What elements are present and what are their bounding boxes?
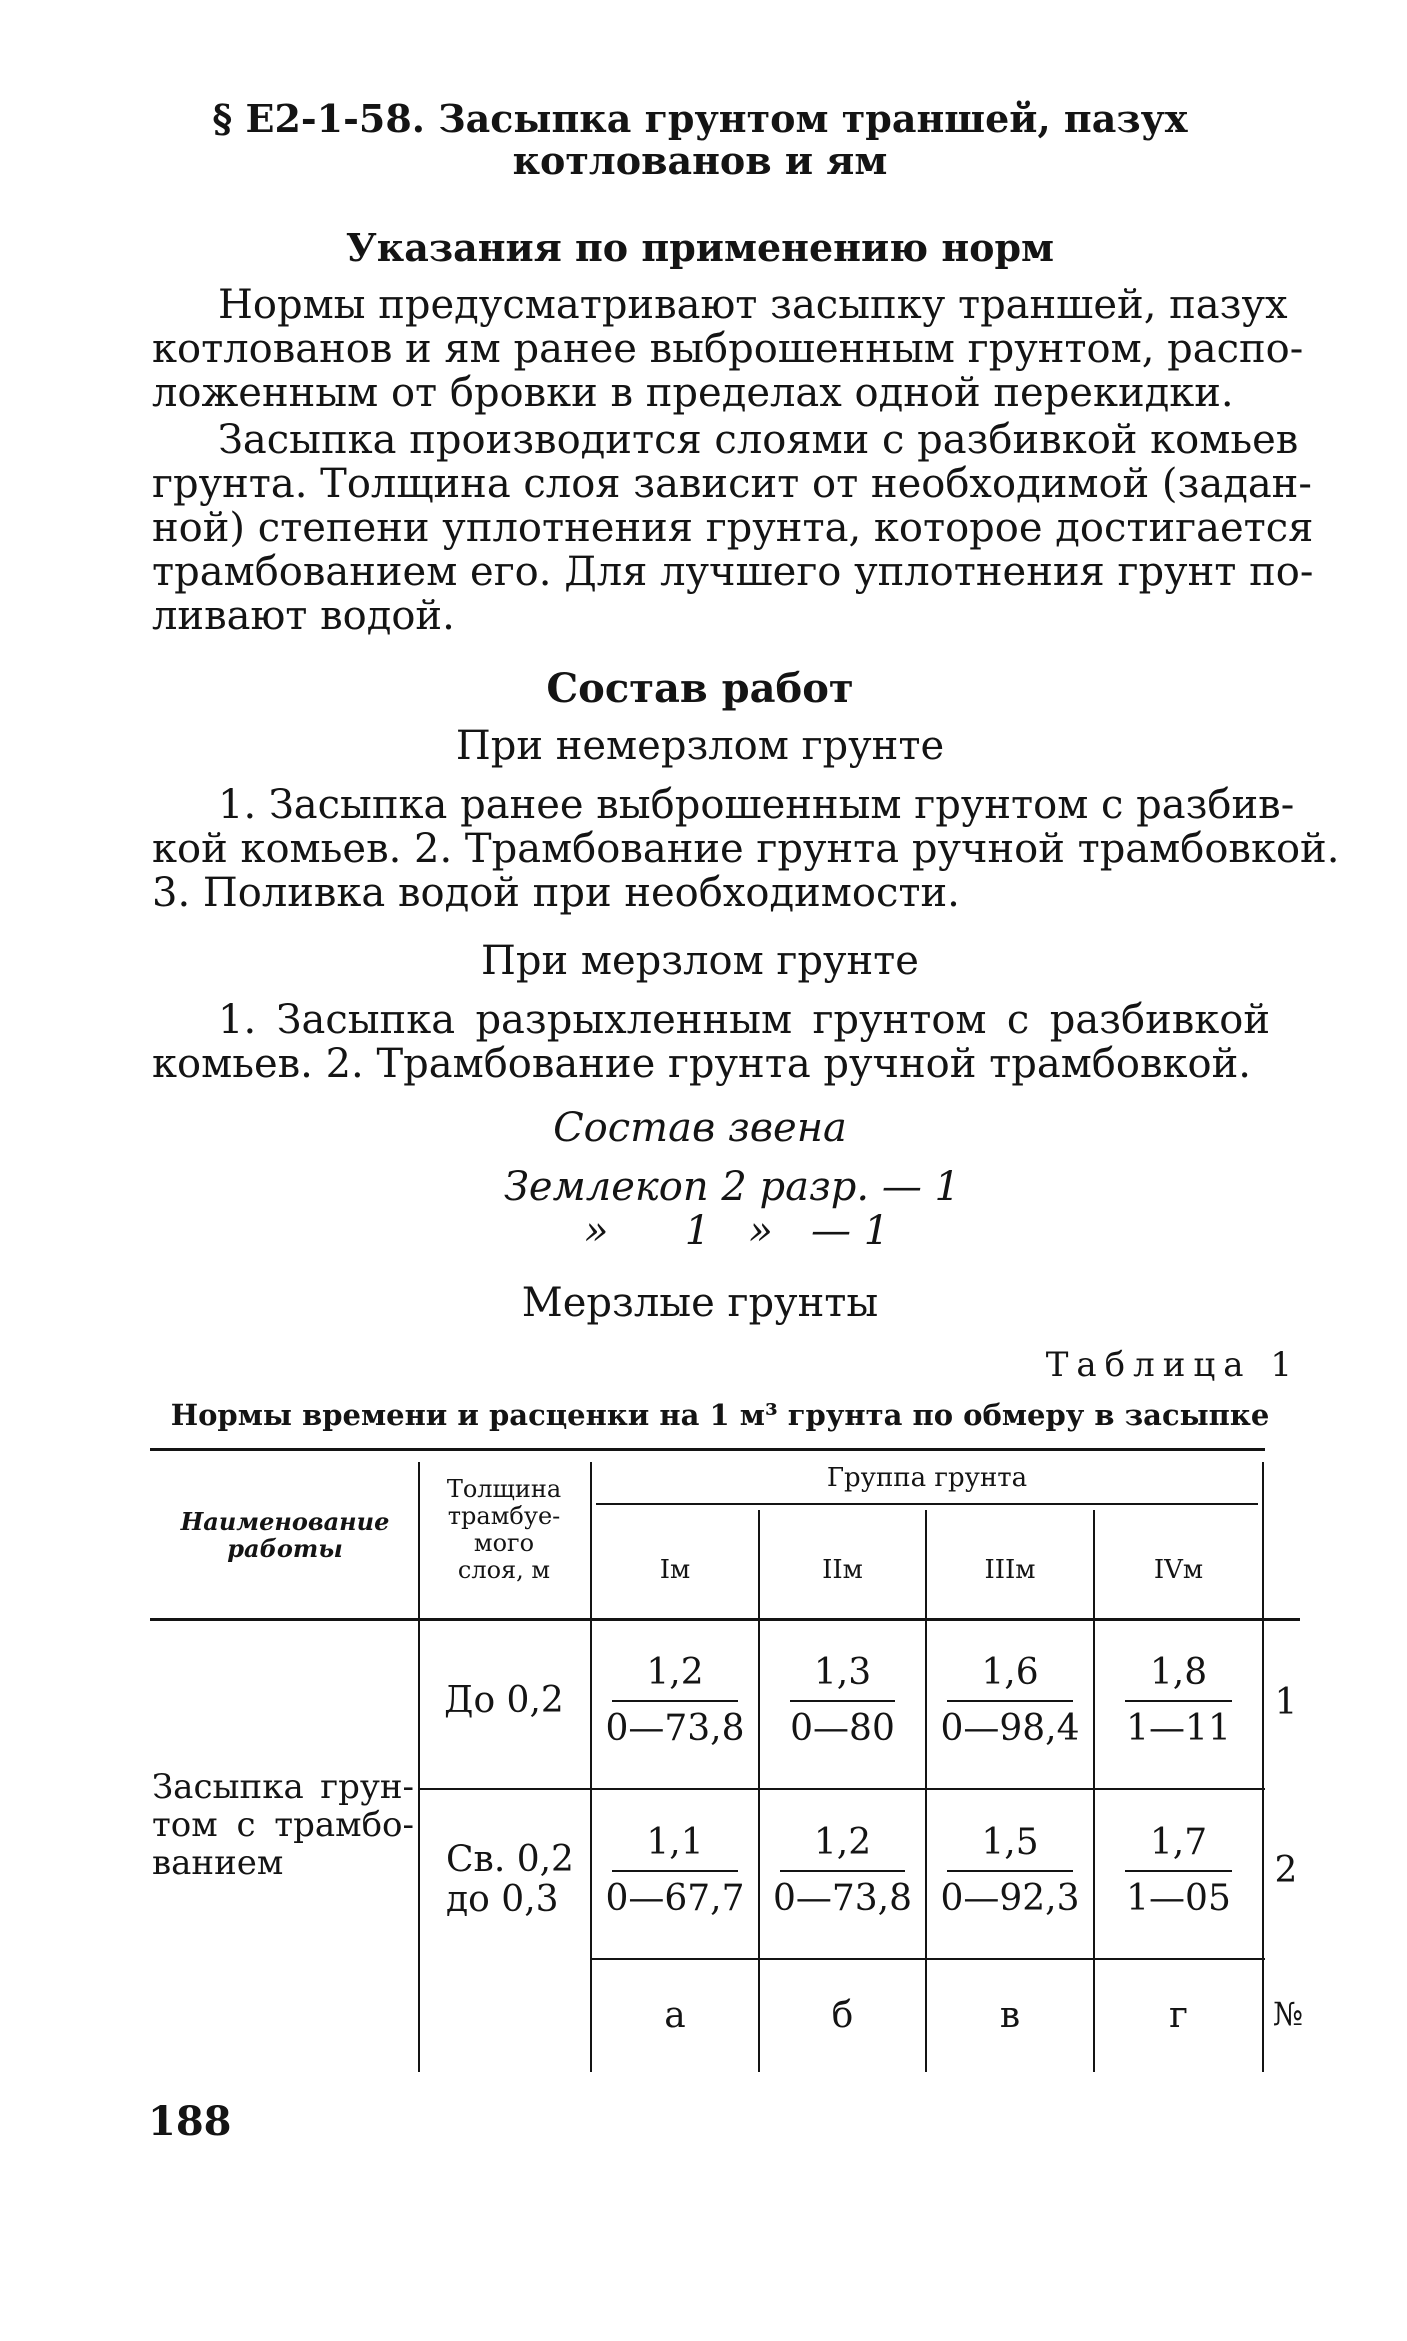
text-line: Нормы предусматривают засыпку траншей, пазух bbox=[218, 282, 1288, 328]
fraction-bar bbox=[1125, 1700, 1232, 1702]
norm-value: 1,1 bbox=[646, 1822, 704, 1863]
norm-value: 1,7 bbox=[1149, 1822, 1208, 1863]
col-divider bbox=[418, 1462, 420, 2072]
text-line: комьев. 2. Трамбование грунта ручной трамбовкой. bbox=[152, 1041, 1251, 1087]
thickness-cell: До 0,2 bbox=[444, 1680, 564, 1721]
price-value: 1—05 bbox=[1126, 1878, 1231, 1919]
text-line: 1. Засыпка разрыхленным грунтом с разбивкой bbox=[218, 997, 1270, 1043]
header-thickness bbox=[424, 1476, 584, 1584]
crew-line-1: Землекоп 2 разр. — 1 bbox=[504, 1164, 960, 1210]
column-letter: а bbox=[664, 1995, 686, 2036]
column-letter: б bbox=[831, 1995, 854, 2036]
text-line: ложенным от бровки в пределах одной перекидки. bbox=[152, 370, 1234, 416]
crew-line-2: » 1 » — 1 bbox=[584, 1208, 890, 1254]
row-divider bbox=[420, 1788, 1265, 1790]
column-letter: в bbox=[999, 1995, 1021, 2036]
column-letter: г bbox=[1169, 1995, 1188, 2036]
header-bottom-rule bbox=[150, 1618, 1300, 1621]
norm-value: 1,2 bbox=[813, 1822, 872, 1863]
table-caption: Нормы времени и расценки на 1 м³ грунта по обмеру в засыпке bbox=[170, 1398, 1270, 1432]
fraction-bar bbox=[612, 1870, 738, 1872]
text-line: 3. Поливка водой при необходимости. bbox=[152, 870, 960, 916]
text-line: Св. 0,2 bbox=[446, 1839, 574, 1880]
fraction-bar bbox=[947, 1700, 1073, 1702]
fraction-bar bbox=[612, 1700, 738, 1702]
row-number: 1 bbox=[1274, 1682, 1298, 1723]
price-value: 0—98,4 bbox=[940, 1708, 1080, 1749]
frozen-heading: При мерзлом грунте bbox=[481, 938, 919, 984]
text-line: ванием bbox=[152, 1843, 284, 1883]
col-divider bbox=[758, 1510, 760, 2072]
col-divider bbox=[590, 1462, 592, 2072]
text-line: кой комьев. 2. Трамбование грунта ручной трамбовкой. bbox=[152, 826, 1340, 872]
frozen-soils-heading: Мерзлые грунты bbox=[521, 1280, 879, 1326]
header-text: Толщина bbox=[446, 1475, 562, 1503]
page-number: 188 bbox=[148, 2098, 232, 2145]
col-divider bbox=[925, 1510, 927, 2072]
fraction-bar bbox=[947, 1870, 1073, 1872]
text-line: котлованов и ям ранее выброшенным грунтом, распо- bbox=[152, 326, 1304, 372]
norm-value: 1,8 bbox=[1149, 1652, 1208, 1693]
col-divider bbox=[1262, 1462, 1264, 2072]
crew-heading: Состав звена bbox=[553, 1105, 847, 1151]
fraction-bar bbox=[790, 1700, 895, 1702]
text-line: Засыпка производится слоями с разбивкой комьев bbox=[218, 417, 1299, 463]
fraction-bar bbox=[780, 1870, 905, 1872]
price-value: 0—73,8 bbox=[772, 1878, 913, 1919]
price-value: 0—67,7 bbox=[605, 1878, 745, 1919]
number-sign: № bbox=[1272, 1995, 1304, 2033]
letters-divider bbox=[590, 1958, 1265, 1960]
header-text: Наименование bbox=[180, 1507, 390, 1536]
text-line: 1. Засыпка ранее выброшенным грунтом с разбив- bbox=[218, 782, 1295, 828]
norm-value: 1,2 bbox=[646, 1652, 704, 1693]
table-top-rule bbox=[150, 1448, 1265, 1451]
usage-heading: Указания по применению норм bbox=[345, 225, 1055, 270]
norm-value: 1,3 bbox=[813, 1652, 872, 1693]
header-text: работы bbox=[227, 1534, 343, 1563]
unfrozen-heading: При немерзлом грунте bbox=[455, 723, 945, 769]
text-line: трамбованием его. Для лучшего уплотнения грунт по- bbox=[152, 549, 1314, 595]
header-group-3: IIIм bbox=[984, 1555, 1036, 1585]
header-work-name bbox=[160, 1508, 410, 1562]
text-line: ливают водой. bbox=[152, 593, 455, 639]
col-divider bbox=[1093, 1510, 1095, 2072]
row-number: 2 bbox=[1274, 1850, 1298, 1891]
work-heading: Состав работ bbox=[546, 665, 854, 712]
header-group-1: Iм bbox=[659, 1555, 691, 1585]
header-text: слоя, м bbox=[457, 1556, 551, 1584]
norm-value: 1,6 bbox=[981, 1652, 1039, 1693]
price-value: 1—11 bbox=[1126, 1708, 1231, 1749]
header-group-4: IVм bbox=[1153, 1555, 1204, 1585]
fraction-bar bbox=[1125, 1870, 1232, 1872]
header-group-2: IIм bbox=[822, 1555, 863, 1585]
thickness-cell bbox=[424, 1840, 584, 1920]
header-text: мого bbox=[473, 1529, 535, 1557]
section-title-line2: котлованов и ям bbox=[512, 138, 888, 183]
header-text: трамбуе- bbox=[447, 1502, 561, 1530]
work-name-cell bbox=[152, 1768, 414, 1882]
text-line: грунта. Толщина слоя зависит от необходимой (задан- bbox=[152, 461, 1312, 507]
table-label: Таблица 1 bbox=[1045, 1345, 1300, 1385]
price-value: 0—80 bbox=[790, 1708, 895, 1749]
text-line: до 0,3 bbox=[446, 1879, 559, 1920]
section-title-line1: § Е2-1-58. Засыпка грунтом траншей, пазух bbox=[212, 96, 1188, 141]
text-line: том с трамбо- bbox=[152, 1805, 414, 1845]
text-line: ной) степени уплотнения грунта, которое достигается bbox=[152, 505, 1314, 551]
price-value: 0—73,8 bbox=[605, 1708, 745, 1749]
norm-value: 1,5 bbox=[981, 1822, 1039, 1863]
text-line: Засыпка грун- bbox=[152, 1767, 414, 1807]
group-header-rule bbox=[596, 1503, 1258, 1505]
price-value: 0—92,3 bbox=[940, 1878, 1080, 1919]
header-soil-group: Группа грунта bbox=[826, 1463, 1028, 1493]
